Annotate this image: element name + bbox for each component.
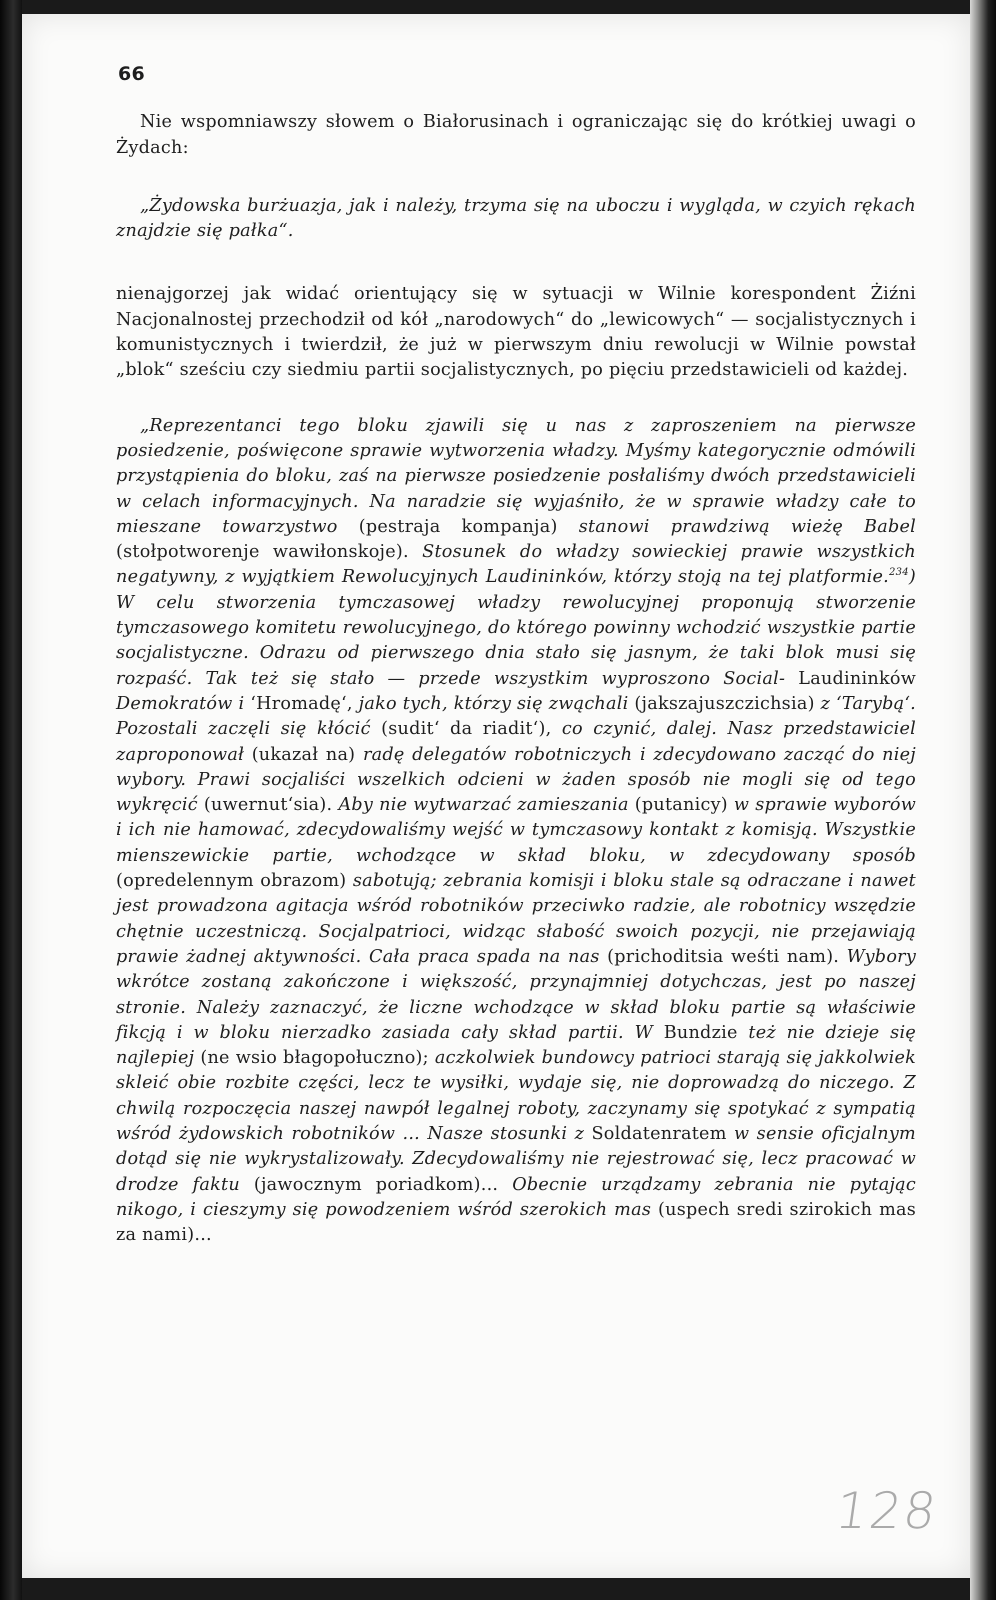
russian-gloss: (sudit‘ da riadit‘), <box>381 719 552 740</box>
russian-gloss: (jakszajuszczichsia) <box>634 693 815 714</box>
book-binding-left <box>0 0 22 1600</box>
quote-segment: z ‘Tarybą‘. Pozostali zaczęli się kłócić <box>116 693 917 740</box>
handwritten-page-number: 128 <box>831 1482 942 1540</box>
quote-segment: co czynić, dalej. Nasz przedstawiciel zaproponował <box>116 719 917 765</box>
quote-segment: ) W celu stworzenia tymczasowej władzy rewolucyjnej proponują stworzenie tymczasowego komitetu rewolucyjnego, do którego powinny wchodzić wszystkie partie socjalistyczne. Odrazu od pierwszego dnia stało się jasnym, że taki blok musi się rozpaść. Tak też się stało — przede wszystkim wyproszono Social- <box>116 567 916 689</box>
russian-gloss: (pestraja kompanja) <box>358 516 558 537</box>
russian-gloss: (ukazał na) <box>251 744 356 765</box>
proper-name: Soldatenratem <box>591 1123 727 1144</box>
book-binding-right <box>970 0 996 1600</box>
quote-segment: aczkolwiek bundowcy patrioci starają się jakkolwiek skleić obie rozbite części, lecz te wysiłki, wydaje się, nie doprowadzą do niczego. Z chwilą rozpoczęcia naszej nawpół legalnej roboty, zaczynamy się spotykać z sympatią wśród żydowskich robotników ... Nasze stosunki z <box>116 1048 917 1144</box>
russian-gloss: (jawocznym poriadkom)... <box>253 1174 499 1195</box>
page-content <box>116 62 916 1248</box>
russian-gloss: (opredelennym obrazom) <box>116 871 347 892</box>
paragraph-korespondent: nienajgorzej jak widać orientujący się w sytuacji w Wilnie korespondent Żiźni Nacjonalnostej przechodził od kół „narodowych“ do „lewicowych“ — socjalistycznych i komunistycznych i twierdził, że już w pierwszym dniu rewolucji w Wilnie powstał „blok“ sześciu czy siedmiu partii socjalistycznych, po pięciu przedstawicieli od każdej. <box>116 284 916 381</box>
proper-name: Bundzie <box>663 1022 738 1043</box>
quote-segment: sabotują; zebrania komisji i bloku stale są odraczane i nawet jest prowadzona agitacja wśród robotników przeciwko radzie, ale robotnicy wszędzie chętnie uczestniczą. Socjalpatrioci, widząc słabość swoich pozycji, nie przejawiają prawie żadnej aktywności. Cała praca spada na nas <box>116 871 917 967</box>
quote-segment: radę delegatów robotniczych i zdecydowano zacząć do niej wybory. Prawi socjaliści wszelkich odcieni w żaden sposób nie mogli się od tego wykręcić <box>116 744 917 816</box>
proper-name: ‘Hromadę‘, <box>250 693 353 714</box>
quote-segment: „Reprezentanci tego bloku zjawili się u nas z zaproszeniem na pierwsze posiedzenie, poświęcone sprawie wytworzenia władzy. Myśmy kategorycznie odmówili przystąpienia do bloku, zaś na pierwsze posiedzenie posłaliśmy dwóch przedstawicieli w celach informacyjnych. Na naradzie się wyjaśniło, że w sprawie władzy całe to mieszane towarzystwo <box>116 415 916 537</box>
russian-gloss: (stołpotworenje wawiłonskoje). <box>116 542 409 563</box>
quote-segment: też nie dzieje się najlepiej <box>116 1022 917 1069</box>
proper-name: Laudininków <box>798 668 917 689</box>
russian-gloss: (uspech sredi szirokich mas za nami)... <box>116 1199 917 1246</box>
quote-report <box>116 414 916 1249</box>
quote-burzuazja: „Żydowska burżuazja, jak i należy, trzyma się na uboczu i wygląda, w czyich rękach znajdzie się pałka“. <box>116 195 916 242</box>
quote-segment: Obecnie urządzamy zebrania nie pytając nikogo, i cieszymy się powodzeniem wśród szerokich mas <box>116 1174 917 1220</box>
footnote-ref: 234 <box>889 567 909 579</box>
quote-segment: Demokratów i <box>116 693 245 714</box>
russian-gloss: (prichoditsia weśti nam). <box>607 946 840 967</box>
quote-segment: Aby nie wytwarzać zamieszania <box>338 795 629 816</box>
paragraph-intro: Nie wspomniawszy słowem o Białorusinach i ograniczając się do krótkiej uwagi o Żydach: <box>116 112 916 158</box>
quote-segment: Stosunek do władzy sowieckiej prawie wszystkich negatywny, z wyjątkiem Rewolucyjnych Laudininków, którzy stoją na tej platformie. <box>116 542 917 588</box>
page-number: 66 <box>118 63 145 85</box>
quote-segment: w sprawie wyborów i ich nie hamować, zdecydowaliśmy wejść w tymczasowy kontakt z komisją. Wszystkie mienszewickie partie, wchodzące w skład bloku, w zdecydowany sposób <box>116 795 917 866</box>
quote-segment: jako tych, którzy się zwąchali <box>358 693 629 714</box>
quote-segment: stanowi prawdziwą wieżę Babel <box>578 516 917 537</box>
russian-gloss: (uwernut‘sia). <box>203 795 333 816</box>
quote-segment: Wybory wkrótce zostaną zakończone i większość, przynajmniej dotychczas, jest po naszej stronie. Należy zaznaczyć, że liczne wchodzące w skład bloku partie są właściwie fikcją i w bloku nierzadko zasiada cały skład partii. W <box>116 946 917 1043</box>
russian-gloss: (ne wsio błagopołuczno); <box>200 1048 429 1069</box>
quote-segment: w sensie oficjalnym dotąd się nie wykrystalizowały. Zdecydowaliśmy nie rejestrować się, lecz pracować w drodze faktu <box>116 1123 916 1195</box>
russian-gloss: (putanicy) <box>634 795 728 816</box>
